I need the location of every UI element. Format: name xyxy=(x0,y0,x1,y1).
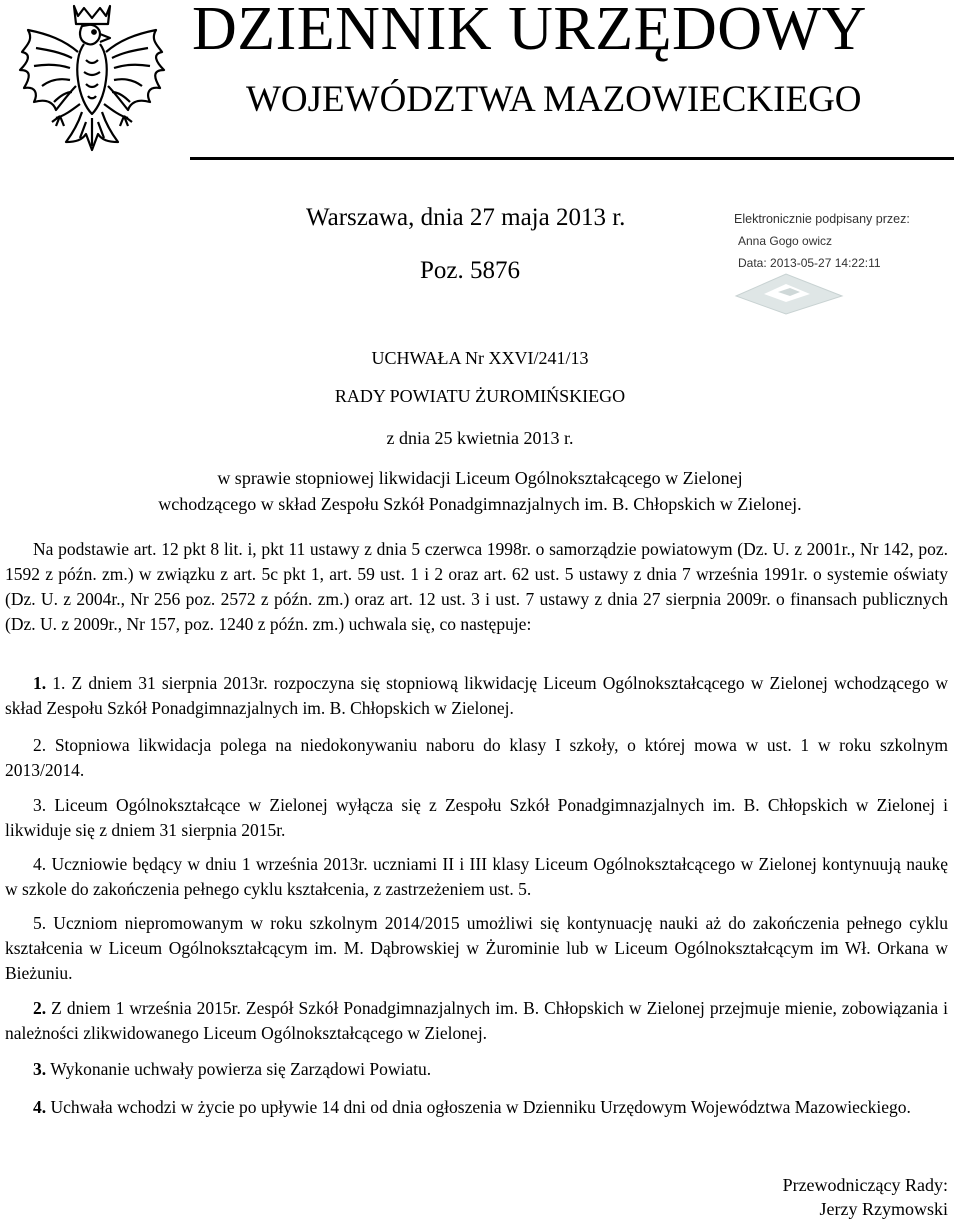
resolution-council: RADY POWIATU ŻUROMIŃSKIEGO xyxy=(334,386,626,406)
section-2: 2. Z dniem 1 września 2015r. Zespół Szkół Ponadgimnazjalnych im. B. Chłopskich w Zielonej przejmuje mienie, zobowiązania i należności zlikwidowanego Liceum Ogólnokształcącego w Zielonej. xyxy=(5,998,948,1043)
chair-title: Przewodniczący Rady: xyxy=(782,1175,948,1195)
section-number: 2. xyxy=(33,998,47,1018)
section-1-paragraph-4: 4. Uczniowie będący w dniu 1 września 2013r. uczniami II i III klasy Liceum Ogólnokształcącego w Zielonej kontynuują naukę w szkole do zakończenia pełnego cyklu kształcenia, z zastrzeżeniem ust. 5. xyxy=(5,854,948,899)
section-number: 3. xyxy=(33,1059,47,1079)
preamble xyxy=(5,537,948,637)
signature-watermark-icon xyxy=(734,270,844,316)
electronic-signature xyxy=(734,212,954,312)
section-1 xyxy=(5,671,948,721)
preamble-text: Na podstawie art. 12 pkt 8 lit. i, pkt 11 ustawy z dnia 5 czerwca 1998r. o samorządzie powiatowym (Dz. U. z 2001r., Nr 142, poz. 1592 z późn. zm.) w związku z art. 5c pkt 1, art. 59 ust. 1 i 2 oraz art. 62 ust. 5 ustawy z dnia 7 września 1991r. o systemie oświaty (Dz. U. z 2004r., Nr 256 poz. 2572 z późn. zm.) oraz art. 12 ust. 3 i ust. 7 ustawy z dnia 27 sierpnia 2009r. o finansach publicznych (Dz. U. z 2009r., Nr 157, poz. 1240 z późn. zm.) uchwala się, co następuje: xyxy=(5,539,948,634)
signature-name: Anna Gogo owicz xyxy=(738,234,833,248)
resolution-date: z dnia 25 kwietnia 2013 r. xyxy=(386,428,574,448)
chair-name: Jerzy Rzymowski xyxy=(819,1199,948,1219)
signature-label: Elektronicznie podpisany przez: xyxy=(734,212,910,226)
section-1-paragraph-5: 5. Uczniom niepromowanym w roku szkolnym 2014/2015 umożliwi się kontynuację nauki aż do zakończenia pełnego cyklu kształcenia w Liceum Ogólnokształcącym im. M. Dąbrowskiej w Żurominie lub w Liceum Ogólnokształcącym im Wł. Orkana w Bieżuniu. xyxy=(5,913,948,983)
section-number: 1. xyxy=(33,673,47,693)
section-3: 3. Wykonanie uchwały powierza się Zarządowi Powiatu. xyxy=(33,1059,432,1079)
resolution-subject-line2: wchodzącego w skład Zespołu Szkół Ponadgimnazjalnych im. B. Chłopskich w Zielonej. xyxy=(158,494,802,514)
place-date: Warszawa, dnia 27 maja 2013 r. xyxy=(306,204,626,231)
position-number: Poz. 5876 xyxy=(420,257,520,284)
resolution-number: UCHWAŁA Nr XXVI/241/13 xyxy=(371,348,589,368)
section-4: 4. Uchwała wchodzi w życie po upływie 14 dni od dnia ogłoszenia w Dzienniku Urzędowym Województwa Mazowieckiego. xyxy=(33,1097,911,1117)
header-divider xyxy=(190,157,954,160)
signature-date: Data: 2013-05-27 14:22:11 xyxy=(738,256,881,270)
section-1-paragraph-3: 3. Liceum Ogólnokształcące w Zielonej wyłącza się z Zespołu Szkół Ponadgimnazjalnych im. B. Chłopskich w Zielonej i likwiduje się z dniem 31 sierpnia 2015r. xyxy=(5,795,948,840)
section-1-paragraph-1: 1. 1. Z dniem 31 sierpnia 2013r. rozpoczyna się stopniową likwidację Liceum Ogólnokształcącego w Zielonej wchodzącego w skład Zespołu Szkół Ponadgimnazjalnych im. B. Chłopskich w Zielonej. xyxy=(5,673,948,718)
section-1-paragraph-2: 2. Stopniowa likwidacja polega na niedokonywaniu naboru do klasy I szkoły, o której mowa w ust. 1 w roku szkolnym 2013/2014. xyxy=(5,735,948,780)
section-number: 4. xyxy=(33,1097,47,1117)
white-eagle-emblem-icon xyxy=(8,0,176,170)
gazette-subtitle: WOJEWÓDZTWA MAZOWIECKIEGO xyxy=(246,79,862,120)
gazette-title: DZIENNIK URZĘDOWY xyxy=(192,0,867,63)
resolution-subject-line1: w sprawie stopniowej likwidacji Liceum Ogólnokształcącego w Zielonej xyxy=(217,468,743,488)
